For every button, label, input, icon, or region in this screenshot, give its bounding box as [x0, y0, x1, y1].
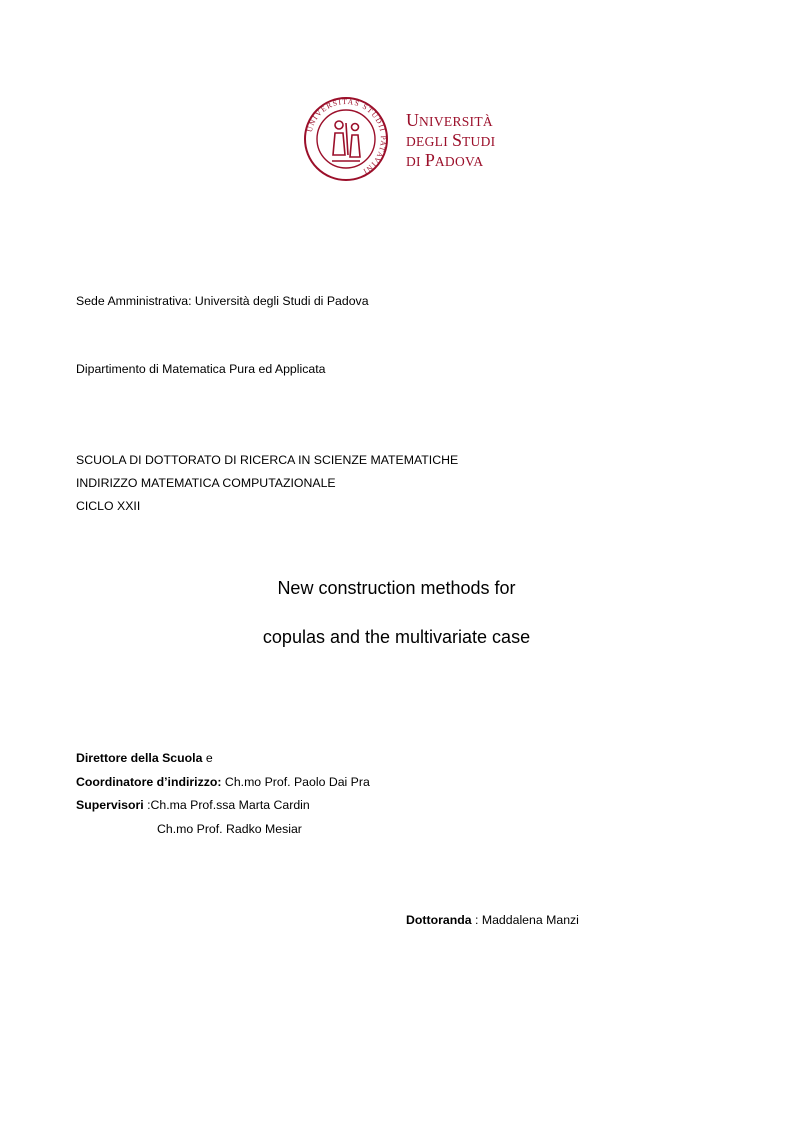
- indirizzo: INDIRIZZO MATEMATICA COMPUTAZIONALE: [76, 476, 336, 490]
- university-wordmark-line1: UNIVERSITÀ: [406, 110, 493, 130]
- supervisor-1: :Ch.ma Prof.ssa Marta Cardin: [143, 798, 310, 812]
- university-seal-logo: [302, 95, 390, 183]
- ciclo: CICLO XXII: [76, 499, 141, 513]
- scuola-dottorato: SCUOLA DI DOTTORATO DI RICERCA IN SCIENZE MATEMATICHE: [76, 453, 459, 467]
- supervisori-line: [76, 798, 310, 812]
- dipartimento: Dipartimento di Matematica Pura ed Applicata: [76, 362, 326, 376]
- coordinatore-label: Coordinatore d’indirizzo:: [76, 775, 222, 789]
- seal-text: UNIVERSITAS STUDII PATAVINI: [304, 96, 389, 177]
- university-wordmark-line2: DEGLI STUDI: [406, 130, 496, 150]
- dottoranda-name: : Maddalena Manzi: [471, 913, 579, 927]
- coordinatore-name: Ch.mo Prof. Paolo Dai Pra: [221, 775, 370, 789]
- coordinatore-line: [76, 775, 370, 789]
- university-wordmark-line3: DI PADOVA: [406, 150, 484, 170]
- thesis-title-line1: New construction methods for: [277, 578, 516, 598]
- supervisori-label: Supervisori: [76, 798, 144, 812]
- direttore-suffix: e: [202, 751, 213, 765]
- dottoranda-label: Dottoranda: [406, 913, 472, 927]
- direttore-label: Direttore della Scuola: [76, 751, 203, 765]
- sede-amministrativa: Sede Amministrativa: Università degli Studi di Padova: [76, 294, 369, 308]
- supervisor-2: Ch.mo Prof. Radko Mesiar: [157, 822, 302, 836]
- dottoranda-line: [406, 913, 579, 927]
- direttore-line: [76, 751, 213, 765]
- thesis-title-line2: copulas and the multivariate case: [262, 627, 531, 647]
